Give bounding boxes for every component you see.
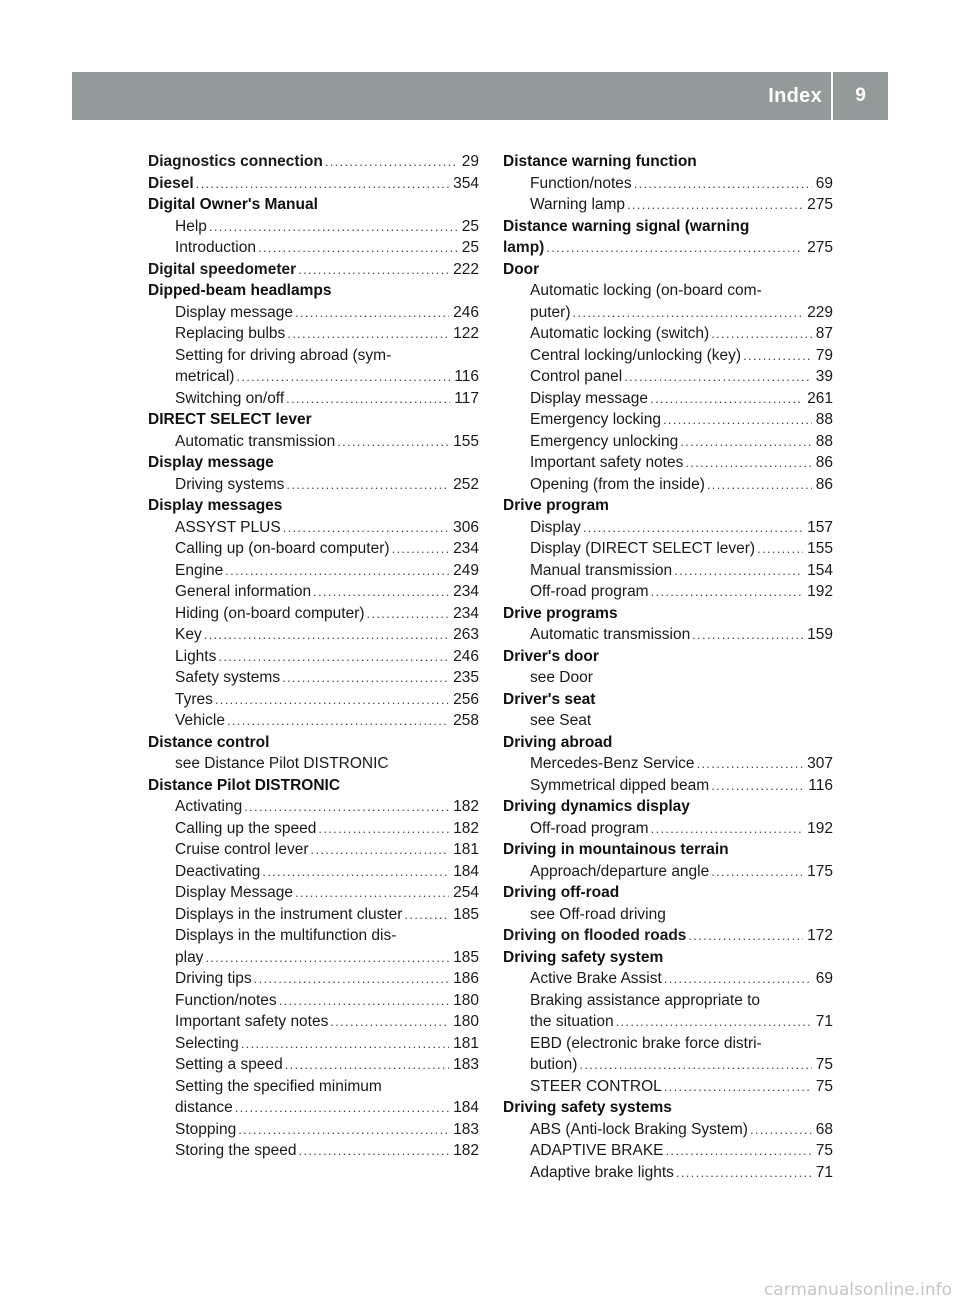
entry-label: Safety systems [175, 669, 281, 686]
entry-label: Driving systems [175, 475, 285, 493]
index-heading: Distance warning signal (warning [503, 217, 750, 235]
dot-leader [651, 581, 804, 603]
dot-leader [258, 237, 458, 259]
dot-leader [218, 646, 449, 668]
entry-label: Off-road program [530, 819, 649, 837]
page-reference[interactable]: 69 [815, 174, 833, 192]
dot-leader [205, 947, 449, 969]
entry-label: bution) [530, 1056, 578, 1073]
entry-label: Switching on/off [175, 389, 285, 407]
page-reference[interactable]: 79 [815, 346, 833, 364]
page-reference[interactable]: 122 [453, 325, 479, 342]
dot-leader [711, 323, 812, 345]
page-reference[interactable]: 116 [808, 776, 833, 794]
dot-leader [711, 775, 804, 797]
page-reference[interactable]: 235 [453, 669, 479, 686]
index-subentry [148, 882, 479, 904]
index-heading: Driving abroad [503, 733, 613, 751]
index-subentry [148, 1033, 479, 1055]
dot-leader [692, 624, 803, 646]
index-heading: Driving in mountainous terrain [503, 841, 729, 858]
index-heading: Drive program [503, 497, 609, 514]
index-subentry [148, 1011, 479, 1033]
page-reference[interactable]: 192 [807, 583, 833, 600]
dot-leader [546, 237, 803, 259]
page-reference[interactable]: 192 [807, 819, 833, 837]
index-heading: Dipped-beam headlamps [148, 282, 332, 299]
index-entry [148, 259, 479, 281]
index-subentry [503, 431, 833, 453]
page-reference[interactable]: 116 [454, 368, 479, 385]
index-subentry [503, 538, 833, 560]
dot-leader [236, 366, 450, 388]
dot-leader [227, 710, 449, 732]
dot-leader [650, 388, 803, 410]
index-subentry [148, 710, 479, 732]
dot-leader [651, 818, 804, 840]
index-subentry [148, 624, 479, 646]
dot-leader [215, 689, 449, 711]
index-heading: Drive programs [503, 604, 618, 622]
index-subentry [148, 216, 479, 238]
entry-label: Calling up the speed [175, 819, 317, 837]
dot-leader [676, 1162, 812, 1184]
entry-label: Display Message [175, 884, 294, 901]
index-subentry [503, 775, 833, 797]
dot-leader [254, 968, 449, 990]
page-reference[interactable]: 86 [815, 454, 833, 471]
page-reference[interactable]: 86 [815, 475, 833, 493]
page-reference[interactable]: 88 [815, 432, 833, 450]
index-heading: Distance control [148, 733, 270, 751]
entry-label: Digital speedometer [148, 260, 297, 278]
page-reference[interactable]: 307 [807, 755, 833, 772]
entry-label: Cruise control lever [175, 841, 309, 858]
dot-leader [287, 323, 449, 345]
index-subentry [148, 431, 479, 453]
dot-leader [196, 173, 449, 195]
page-reference[interactable]: 75 [815, 1077, 833, 1095]
page-reference[interactable]: 180 [453, 991, 479, 1009]
index-subentry [503, 194, 833, 216]
index-subentry [503, 345, 833, 367]
page-reference[interactable]: 71 [815, 1163, 833, 1181]
index-subentry [503, 560, 833, 582]
index-subentry [503, 388, 833, 410]
page-reference[interactable]: 246 [453, 303, 479, 321]
dot-leader [743, 345, 812, 367]
page-reference[interactable]: 184 [453, 1099, 479, 1116]
page-reference[interactable]: 258 [453, 712, 479, 729]
entry-label: Displays in the instrument cluster [175, 905, 403, 923]
dot-leader [285, 1054, 449, 1076]
page-reference[interactable]: 183 [453, 1120, 479, 1138]
page-reference[interactable]: 185 [453, 905, 479, 923]
dot-leader [209, 216, 458, 238]
index-heading: Driving dynamics display [503, 798, 690, 815]
index-subentry [148, 646, 479, 668]
entry-label: Important safety notes [175, 1013, 329, 1030]
entry-label: Selecting [175, 1034, 239, 1052]
entry-label: the situation [530, 1013, 614, 1030]
entry-label: Mercedes-Benz Service [530, 755, 695, 772]
index-entry [148, 173, 479, 195]
dot-leader [685, 452, 811, 474]
page-reference[interactable]: 154 [807, 561, 833, 579]
index-subentry [503, 624, 833, 646]
entry-label: Display [530, 518, 581, 536]
page-reference[interactable]: 25 [461, 239, 479, 256]
entry-label: Automatic transmission [530, 626, 691, 643]
index-subentry-text: see Off-road driving [530, 905, 666, 923]
index-subentry [148, 366, 479, 388]
dot-leader [244, 796, 449, 818]
index-subentry [148, 388, 479, 410]
page-reference[interactable]: 180 [453, 1013, 479, 1030]
index-subentry [148, 517, 479, 539]
page-reference[interactable]: 184 [453, 862, 479, 880]
entry-label: Automatic locking (switch) [530, 325, 710, 342]
index-entry [503, 237, 833, 259]
entry-label: ADAPTIVE BRAKE [530, 1142, 664, 1159]
page-reference[interactable]: 246 [453, 647, 479, 665]
entry-label: Storing the speed [175, 1142, 297, 1159]
entry-label: STEER CONTROL [530, 1077, 662, 1095]
page-reference[interactable]: 182 [453, 1142, 479, 1159]
dot-leader [295, 882, 449, 904]
index-subentry [148, 603, 479, 625]
page-reference[interactable]: 71 [815, 1013, 833, 1030]
index-subentry [503, 581, 833, 603]
page-reference[interactable]: 234 [453, 540, 479, 557]
page-reference[interactable]: 175 [807, 862, 833, 880]
page-reference[interactable]: 75 [815, 1142, 833, 1159]
index-heading: Door [503, 260, 540, 278]
index-subentry [148, 237, 479, 259]
entry-label: Important safety notes [530, 454, 684, 471]
index-subentry [503, 517, 833, 539]
entry-label: puter) [530, 303, 571, 321]
watermark: carmanualsonline.info [763, 1280, 952, 1300]
index-subentry [148, 560, 479, 582]
page-reference[interactable]: 306 [453, 518, 479, 536]
dot-leader [664, 968, 812, 990]
index-subentry [503, 366, 833, 388]
index-subentry [148, 861, 479, 883]
dot-leader [757, 538, 803, 560]
dot-leader [325, 151, 458, 173]
entry-label: Warning lamp [530, 196, 626, 213]
page-reference[interactable]: 183 [453, 1056, 479, 1073]
dot-leader [318, 818, 449, 840]
dot-leader [204, 624, 449, 646]
dot-leader [337, 431, 449, 453]
index-subentry-text: EBD (electronic brake force distri- [530, 1034, 762, 1052]
index-subentry [148, 947, 479, 969]
entry-label: play [175, 948, 204, 966]
entry-label: General information [175, 583, 312, 600]
page-reference[interactable]: 69 [815, 970, 833, 987]
dot-leader [286, 388, 450, 410]
dot-leader [573, 302, 804, 324]
page-reference[interactable]: 182 [453, 819, 479, 837]
dot-leader [367, 603, 450, 625]
section-title: Index [768, 85, 822, 107]
entry-label: Manual transmission [530, 561, 673, 579]
page-reference[interactable]: 186 [453, 970, 479, 987]
index-subentry [148, 323, 479, 345]
entry-label: Diagnostics connection [148, 153, 323, 170]
index-heading: Digital Owner's Manual [148, 196, 318, 213]
dot-leader [225, 560, 449, 582]
page-reference[interactable]: 229 [807, 303, 833, 321]
index-subentry [148, 1097, 479, 1119]
dot-leader [666, 1140, 812, 1162]
page-reference[interactable]: 249 [453, 561, 479, 579]
index-subentry-text: Setting the specified minimum [175, 1077, 382, 1095]
index-subentry [503, 861, 833, 883]
page-reference[interactable]: 234 [453, 604, 479, 622]
dot-leader [241, 1033, 449, 1055]
entry-label: Opening (from the inside) [530, 475, 705, 493]
index-subentry-text: Braking assistance appropriate to [530, 991, 761, 1009]
index-subentry-text: see Distance Pilot DISTRONIC [175, 755, 389, 772]
page-reference[interactable]: 75 [815, 1056, 833, 1073]
entry-label: Central locking/unlocking (key) [530, 346, 742, 364]
index-subentry [503, 173, 833, 195]
entry-label: Tyres [175, 690, 213, 708]
entry-label: Function/notes [175, 991, 277, 1009]
entry-label: Display message [530, 389, 649, 407]
index-subentry [148, 474, 479, 496]
index-subentry [148, 1054, 479, 1076]
entry-label: ASSYST PLUS [175, 518, 281, 536]
index-heading: Distance warning function [503, 153, 697, 170]
dot-leader [311, 839, 450, 861]
entry-label: Approach/departure angle [530, 862, 710, 880]
index-heading: Display message [148, 454, 274, 471]
index-subentry [148, 1119, 479, 1141]
entry-label: ABS (Anti-lock Braking System) [530, 1120, 748, 1138]
index-subentry [503, 818, 833, 840]
entry-label: Adaptive brake lights [530, 1163, 674, 1181]
index-subentry [503, 452, 833, 474]
entry-label: lamp) [503, 239, 545, 256]
index-subentry-text: see Door [530, 669, 593, 686]
index-subentry [148, 990, 479, 1012]
index-subentry [503, 1054, 833, 1076]
index-subentry [148, 818, 479, 840]
index-column-right [503, 151, 833, 1183]
index-subentry [148, 796, 479, 818]
index-subentry [503, 1140, 833, 1162]
index-heading: DIRECT SELECT lever [148, 411, 312, 428]
dot-leader [286, 474, 449, 496]
dot-leader [279, 990, 449, 1012]
index-heading: Distance Pilot DISTRONIC [148, 776, 341, 794]
index-subentry [148, 302, 479, 324]
entry-label: Control panel [530, 368, 623, 385]
dot-leader [299, 1140, 450, 1162]
index-entry [148, 151, 479, 173]
index-subentry [503, 753, 833, 775]
dot-leader [313, 581, 449, 603]
dot-leader [680, 431, 812, 453]
entry-label: distance [175, 1099, 233, 1116]
index-subentry [148, 1140, 479, 1162]
entry-label: Stopping [175, 1120, 237, 1138]
dot-leader [634, 173, 812, 195]
dot-leader [674, 560, 803, 582]
index-subentry [148, 839, 479, 861]
dot-leader [688, 925, 803, 947]
dot-leader [583, 517, 803, 539]
dot-leader [663, 409, 812, 431]
dot-leader [330, 1011, 449, 1033]
page-reference[interactable]: 155 [807, 540, 833, 557]
page-reference[interactable]: 157 [807, 518, 833, 536]
index-subentry [503, 968, 833, 990]
page-reference[interactable]: 159 [807, 626, 833, 643]
dot-leader [627, 194, 803, 216]
page-reference[interactable]: 252 [453, 475, 479, 493]
index-subentry-text: Displays in the multifunction dis- [175, 927, 397, 944]
index-subentry [503, 1162, 833, 1184]
index-subentry [503, 323, 833, 345]
entry-label: Introduction [175, 239, 256, 256]
index-heading: Driving safety system [503, 948, 664, 966]
index-heading: Driving safety systems [503, 1099, 672, 1116]
dot-leader [282, 667, 449, 689]
entry-label: Emergency locking [530, 411, 661, 428]
index-subentry [503, 302, 833, 324]
index-subentry [148, 538, 479, 560]
index-heading: Driving off-road [503, 884, 620, 901]
dot-leader [711, 861, 803, 883]
dot-leader [283, 517, 449, 539]
index-entry [503, 925, 833, 947]
page-reference[interactable]: 263 [453, 626, 479, 643]
index-subentry-text: Automatic locking (on-board com- [530, 282, 762, 299]
page-reference[interactable]: 185 [453, 948, 479, 966]
entry-label: Engine [175, 561, 224, 579]
entry-label: Off-road program [530, 583, 649, 600]
index-subentry [148, 581, 479, 603]
index-subentry [148, 968, 479, 990]
dot-leader [579, 1054, 811, 1076]
entry-label: Emergency unlocking [530, 432, 679, 450]
dot-leader [298, 259, 449, 281]
page-reference[interactable]: 182 [453, 798, 479, 815]
entry-label: Replacing bulbs [175, 325, 286, 342]
dot-leader [404, 904, 449, 926]
page-reference[interactable]: 88 [815, 411, 833, 428]
page-reference[interactable]: 275 [807, 239, 833, 256]
index-column-left [148, 151, 479, 1162]
dot-leader [238, 1119, 449, 1141]
index-subentry [503, 1076, 833, 1098]
index-heading: Driver's seat [503, 690, 596, 708]
page-reference[interactable]: 172 [807, 927, 833, 944]
dot-leader [262, 861, 449, 883]
dot-leader [392, 538, 450, 560]
dot-leader [750, 1119, 812, 1141]
entry-label: Setting a speed [175, 1056, 283, 1073]
index-subentry-text: Setting for driving abroad (sym- [175, 346, 392, 364]
index-subentry [148, 667, 479, 689]
page-reference[interactable]: 87 [815, 325, 833, 342]
page-reference[interactable]: 155 [453, 432, 479, 450]
page-reference[interactable]: 254 [453, 884, 479, 901]
entry-label: Lights [175, 647, 217, 665]
entry-label: Activating [175, 798, 243, 815]
page-reference[interactable]: 222 [453, 260, 479, 278]
dot-leader [295, 302, 449, 324]
entry-label: Display message [175, 303, 294, 321]
dot-leader [707, 474, 812, 496]
index-subentry [148, 904, 479, 926]
entry-label: Driving tips [175, 970, 252, 987]
entry-label: Active Brake Assist [530, 970, 662, 987]
page-reference[interactable]: 25 [461, 217, 479, 235]
entry-label: Symmetrical dipped beam [530, 776, 710, 794]
page-reference[interactable]: 261 [807, 389, 833, 407]
index-subentry [503, 1119, 833, 1141]
header-band [72, 72, 888, 120]
index-subentry [503, 474, 833, 496]
page-reference[interactable]: 354 [453, 174, 479, 192]
entry-label: Display (DIRECT SELECT lever) [530, 540, 756, 557]
index-subentry [503, 1011, 833, 1033]
entry-label: metrical) [175, 368, 235, 385]
page-reference[interactable]: 275 [807, 196, 833, 213]
entry-label: Hiding (on-board computer) [175, 604, 365, 622]
page-number: 9 [855, 85, 866, 106]
page-reference[interactable]: 234 [453, 583, 479, 600]
entry-label: Help [175, 217, 207, 235]
index-subentry [503, 409, 833, 431]
entry-label: Diesel [148, 174, 194, 192]
entry-label: Key [175, 626, 202, 643]
index-heading: Display messages [148, 497, 283, 514]
index-heading: Driver's door [503, 647, 599, 665]
page-reference[interactable]: 117 [454, 389, 479, 407]
entry-label: Driving on flooded roads [503, 927, 687, 944]
entry-label: Automatic transmission [175, 432, 336, 450]
index-subentry [148, 689, 479, 711]
page-reference[interactable]: 181 [453, 1034, 479, 1052]
dot-leader [235, 1097, 449, 1119]
entry-label: Vehicle [175, 712, 225, 729]
entry-label: Function/notes [530, 174, 632, 192]
entry-label: Deactivating [175, 862, 261, 880]
dot-leader [624, 366, 812, 388]
page-reference[interactable]: 39 [815, 368, 833, 385]
dot-leader [616, 1011, 812, 1033]
page-reference[interactable]: 68 [815, 1120, 833, 1138]
entry-label: Calling up (on-board computer) [175, 540, 390, 557]
dot-leader [664, 1076, 812, 1098]
dot-leader [697, 753, 804, 775]
page-reference[interactable]: 29 [461, 153, 479, 170]
index-subentry-text: see Seat [530, 712, 592, 729]
page-reference[interactable]: 181 [453, 841, 479, 858]
page-reference[interactable]: 256 [453, 690, 479, 708]
